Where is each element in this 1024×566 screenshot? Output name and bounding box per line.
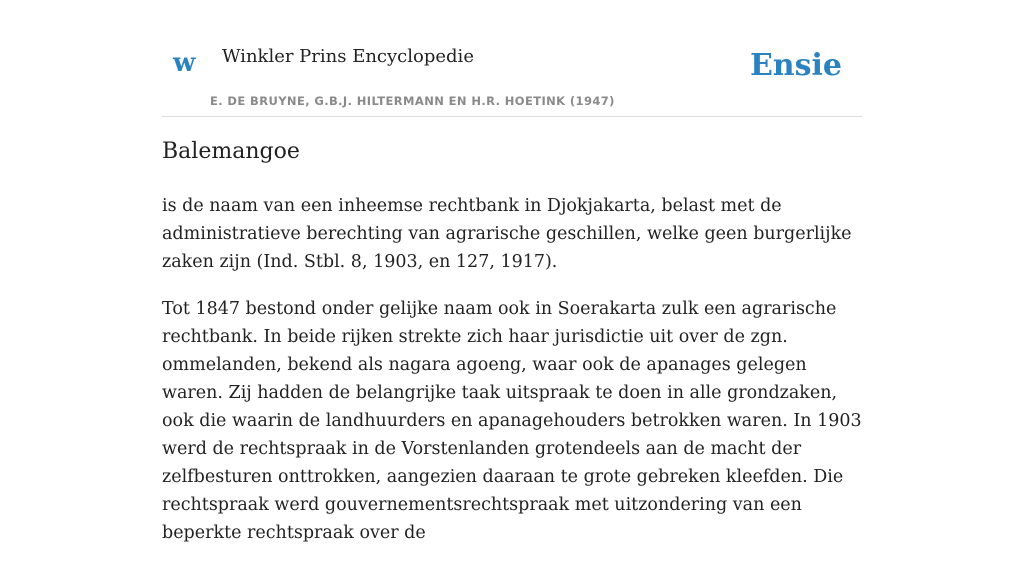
article-title: Balemangoe bbox=[162, 139, 300, 164]
source-authors: E. DE BRUYNE, G.B.J. HILTERMANN EN H.R. HOETINK (1947) bbox=[210, 94, 615, 108]
source-title[interactable]: Winkler Prins Encyclopedie bbox=[222, 46, 474, 67]
article-body bbox=[162, 192, 865, 566]
source-logo-icon[interactable]: w bbox=[173, 48, 196, 78]
ensie-logo[interactable]: Ensie bbox=[749, 48, 842, 83]
source-header bbox=[162, 0, 862, 117]
article-paragraph: is de naam van een inheemse rechtbank in Djokjakarta, belast met de administratieve berechting van agrarische geschillen, welke geen burgerlijke zaken zijn (Ind. Stbl. 8, 1903, en 127, 1917). bbox=[162, 196, 852, 272]
article-paragraph: Tot 1847 bestond onder gelijke naam ook in Soerakarta zulk een agrarische rechtbank. In beide rijken strekte zich haar jurisdictie uit over de zgn. ommelanden, bekend als nagara agoeng, waar ook de apanages gelegen waren. Zij hadden de belangrijke taak uitspraak te doen in alle grondzaken, ook die waarin de landhuurders en apanagehouders betrokken waren. In 1903 werd de rechtspraak in de Vorstenlanden grotendeels aan de macht der zelfbesturen onttrokken, aangezien daaraan te grote gebreken kleefden. Die rechtspraak werd gouvernementsrechtspraak met uitzondering van een beperkte rechtspraak over de bbox=[162, 299, 862, 543]
